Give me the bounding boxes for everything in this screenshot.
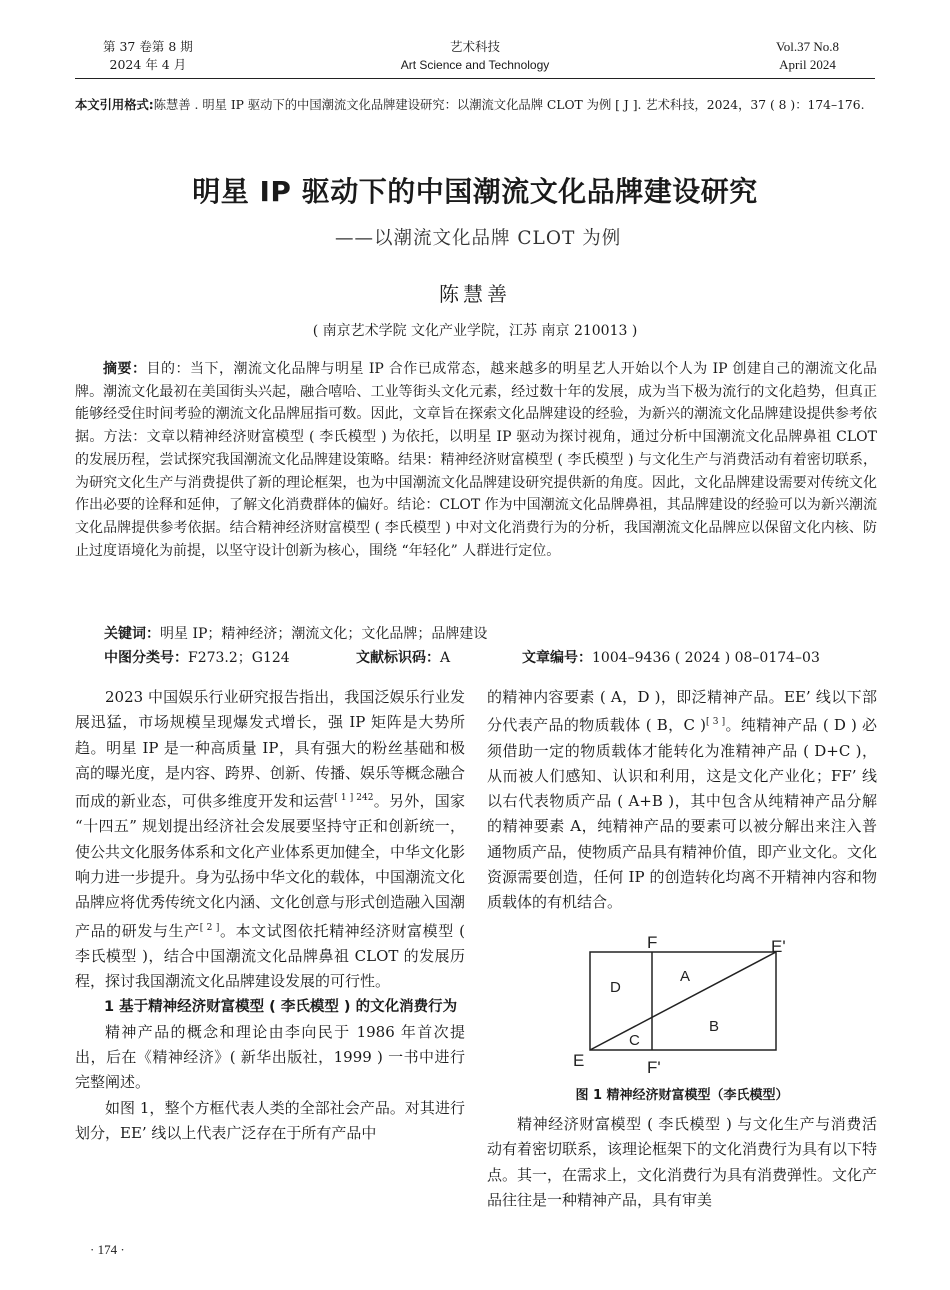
clc-label: 中图分类号： (104, 650, 188, 666)
author-name: 陈慧善 (439, 282, 511, 306)
paragraph: 精神经济财富模型 ( 李氏模型 ) 与文化生产与消费活动有着密切联系，该理论框架下的文化消费行为具有以下特点。其一，在需求上，文化消费行为具有消费弹性。文化产品往往是一种精神产品，具有审美 (487, 1115, 878, 1209)
keywords-text: 明星 IP；精神经济；潮流文化；文化品牌；品牌建设 (160, 626, 488, 642)
figure-caption: 图 1 精神经济财富模型（李氏模型） (575, 1088, 789, 1103)
paragraph (487, 685, 877, 916)
paragraph (75, 685, 465, 995)
article-no-value: 1004–9436 ( 2024 ) 08–0174–03 (592, 650, 820, 666)
doc-code-group (356, 647, 450, 667)
label-f: F (647, 933, 658, 952)
keywords (104, 623, 487, 643)
citation-format (75, 96, 877, 115)
paper-subtitle: ——以潮流文化品牌 CLOT 为例 (335, 228, 622, 249)
header-right (776, 38, 839, 74)
line-ee (590, 952, 776, 1050)
abstract (75, 358, 877, 562)
journal-header (75, 38, 875, 80)
body-left-column (75, 685, 465, 1146)
volume-en: Vol.37 No.8 (776, 39, 839, 54)
article-no-label: 文章编号： (522, 650, 592, 666)
clc-group (104, 647, 290, 667)
text-run: 。本文试图依托精神经济财富模型 ( 李氏模型 )，结合中国潮流文化品牌鼻祖 CLOT 的发展历程，探讨我国潮流文化品牌建设发展的可行性。 (75, 921, 465, 991)
article-no-group (522, 647, 820, 667)
citation-ref: [ 2 ] (199, 922, 220, 933)
section-heading: 1 基于精神经济财富模型 ( 李氏模型 ) 的文化消费行为 (104, 998, 458, 1015)
doc-code-value: A (440, 650, 451, 666)
text-run: 的精神内容要素 ( A，D )，即泛精神产品。EE’ 线以下部分代表产品的物质载体 ( B，C ) (487, 688, 877, 735)
header-center (75, 38, 875, 74)
keywords-label: 关键词： (104, 626, 160, 642)
journal-name-cn: 艺术科技 (449, 39, 500, 54)
label-e-prime: E' (771, 937, 786, 956)
label-b: B (709, 1018, 720, 1035)
citation-ref: [ 1 ] 242 (334, 793, 374, 804)
label-f-prime: F' (647, 1058, 661, 1077)
paper-title: 明星 IP 驱动下的中国潮流文化品牌建设研究 (192, 175, 758, 208)
figure-li-model (487, 928, 877, 1078)
paragraph: 如图 1，整个方框代表人类的全部社会产品。对其进行划分，EE’ 线以上代表广泛存在于所有产品中 (75, 1098, 465, 1143)
date-cn: 2024 年 4 月 (109, 57, 187, 72)
abstract-label: 摘要： (103, 361, 147, 377)
text-run: 。另外，国家 “十四五” 规划提出经济社会发展要坚持守正和创新统一，使公共文化服务体系和文化产业体系更加健全，中华文化影响力进一步提升。身为弘扬中华文化的载体，中国潮流文化品牌应将优秀传统文化内涵、文化创意与形式创造融入国潮产品的研发与生产 (75, 792, 466, 940)
header-rule (75, 78, 875, 79)
body-right-column (487, 685, 877, 916)
journal-name-en: Art Science and Technology (400, 58, 550, 72)
author-affiliation: ( 南京艺术学院 文化产业学院，江苏 南京 210013 ) (312, 323, 638, 339)
volume-cn: 第 37 卷第 8 期 (103, 39, 193, 54)
doc-code-label: 文献标识码： (356, 650, 440, 666)
citation-text: 陈慧善 . 明星 IP 驱动下的中国潮流文化品牌建设研究：以潮流文化品牌 CLOT 为例 [ J ]. 艺术科技，2024，37 ( 8 )：174–176. (153, 98, 865, 112)
label-e: E (573, 1051, 585, 1070)
text-run: 。纯精神产品 ( D ) 必须借助一定的物质载体才能转化为准精神产品 ( D+C )，从而被人们感知、认识和利用，这是文化产业化；FF’ 线以右代表物质产品 ( A+B )，其中包含从纯精神产品分解的精神要素 A，纯精神产品的要素可以被分解出来注入普通物质产品，使物质产品具有精神价值，即产业文化。文化资源需要创造，任何 IP 的创造转化均离不开精神内容和物质载体的有机结合。 (487, 716, 878, 912)
label-d: D (610, 979, 621, 996)
citation-label: 本文引用格式: (75, 98, 154, 112)
paragraph: 精神产品的概念和理论由李向民于 1986 年首次提出，后在《精神经济》( 新华出版社，1999 ) 一书中进行完整阐述。 (75, 1022, 465, 1092)
date-en: April 2024 (779, 57, 836, 72)
body-right-column-lower (487, 1112, 877, 1213)
abstract-text: 目的：当下，潮流文化品牌与明星 IP 合作已成常态，越来越多的明星艺人开始以个人为 IP 创建自己的潮流文化品牌。潮流文化最初在美国街头兴起，融合嘻哈、工业等街头文化元素，经过数十年的发展，成为当下极为流行的文化趋势，但真正能够经受住时间考验的潮流文化品牌屈指可数。因此，文章旨在探索文化品牌建设的经验，为新兴的潮流文化品牌建设提供参考依据。方法：文章以精神经济财富模型 ( 李氏模型 ) 为依托，以明星 IP 驱动为探讨视角，通过分析中国潮流文化品牌鼻祖 CLOT 的发展历程，尝试探究我国潮流文化品牌建设策略。结果：精神经济财富模型 ( 李氏模型 ) 与文化生产与消费活动有着密切联系，为研究文化生产与消费提供了新的理论框架，也为中国潮流文化品牌建设研究提供新的角度。因此，文化品牌建设需要对传统文化作出必要的诠释和延伸，了解文化消费群体的偏好。结论：CLOT 作为中国潮流文化品牌鼻祖，其品牌建设的经验可以为新兴潮流文化品牌提供参考依据。结合精神经济财富模型 ( 李氏模型 ) 中对文化消费行为的分析，我国潮流文化品牌应以保留文化内核、防止过度语境化为前提，以坚守设计创新为核心，围绕 “年轻化” 人群进行定位。 (75, 361, 878, 559)
clc-value: F273.2；G124 (188, 650, 290, 666)
label-c: C (629, 1032, 640, 1049)
citation-ref: [ 3 ] (705, 717, 726, 728)
page-number: · 174 · (90, 1242, 125, 1257)
text-run: 2023 中国娱乐行业研究报告指出，我国泛娱乐行业发展迅猛，市场规模呈现爆发式增长，强 IP 矩阵是大势所趋。明星 IP 是一种高质量 IP，具有强大的粉丝基础和极高的曝光度，是内容、跨界、创新、传播、娱乐等概念融合而成的新业态，可供多维度开发和运营 (75, 688, 466, 811)
label-a: A (680, 968, 691, 985)
